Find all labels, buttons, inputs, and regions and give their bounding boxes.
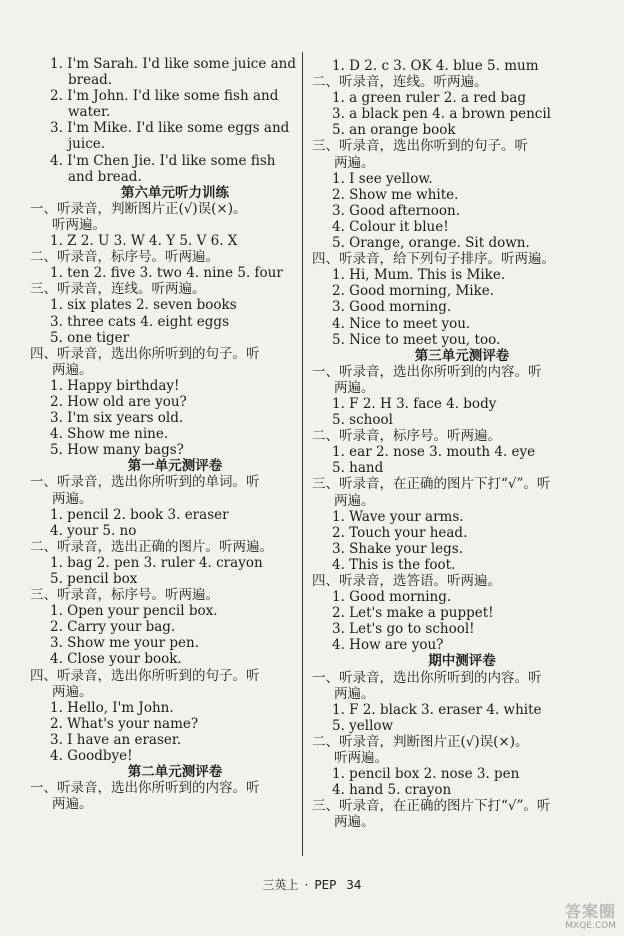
watermark <box>564 902 616 932</box>
answer-line: 5. hand <box>332 460 384 477</box>
footer-book-title: 三英上 <box>262 878 299 892</box>
answer-line: 1. a green ruler 2. a red bag <box>332 90 526 107</box>
question-instruction: 四、听录音，选出你所听到的句子。听 <box>30 667 260 684</box>
answer-line: 1. bag 2. pen 3. ruler 4. crayon <box>50 554 263 571</box>
answer-line: 5. an orange book <box>332 122 456 139</box>
answer-line: 1. six plates 2. seven books <box>50 297 237 314</box>
answer-line: 1. Z 2. U 3. W 4. Y 5. V 6. X <box>50 233 238 250</box>
question-instruction: 二、听录音，标序号。听两遍。 <box>30 249 219 266</box>
question-instruction-continued: 两遍。 <box>334 379 375 396</box>
answer-line: 2. What's your name? <box>50 715 199 732</box>
answer-line: 1. Good morning. <box>332 589 452 606</box>
answer-line: 1. D 2. c 3. OK 4. blue 5. mum <box>332 58 539 74</box>
answer-line: 5. yellow <box>332 717 394 734</box>
answer-line: 1. ten 2. five 3. two 4. nine 5. four <box>50 265 283 282</box>
footer-separator: · <box>304 878 309 892</box>
answer-line: 2. Touch your head. <box>332 524 468 541</box>
answer-line-continued: juice. <box>68 136 106 153</box>
answer-line: 1. F 2. black 3. eraser 4. white <box>332 701 542 718</box>
answer-line: 4. Goodbye! <box>50 748 133 765</box>
right-column <box>312 58 612 831</box>
section-heading: 第六单元听力训练 <box>121 184 229 201</box>
left-column <box>30 56 300 812</box>
question-instruction: 一、听录音，选出你所听到的内容。听 <box>312 363 542 380</box>
watermark-url: MXQE.COM <box>565 921 616 931</box>
answer-line: 1. Hello, I'm John. <box>50 699 174 716</box>
answer-line: 1. pencil box 2. nose 3. pen <box>332 766 520 783</box>
answer-line: 4. your 5. no <box>50 522 137 539</box>
question-instruction-continued: 两遍。 <box>334 492 375 509</box>
watermark-logo: 答案圈 <box>564 902 616 921</box>
section-heading: 第二单元测评卷 <box>127 764 223 781</box>
question-instruction-continued: 两遍。 <box>52 683 93 700</box>
question-instruction: 一、听录音，选出你所听到的内容。听 <box>30 780 260 797</box>
question-instruction: 三、听录音，在正确的图片下打“√”。听 <box>312 798 551 815</box>
answer-line: 5. Orange, orange. Sit down. <box>332 235 530 252</box>
answer-line-continued: water. <box>68 104 111 121</box>
answer-line: 2. Carry your bag. <box>50 619 176 636</box>
answer-line: 4. Nice to meet you. <box>332 315 471 332</box>
answer-line: 2. Let's make a puppet! <box>332 605 494 622</box>
answer-line: 4. Colour it blue! <box>332 218 449 235</box>
question-instruction-continued: 听两遍。 <box>334 750 388 767</box>
question-instruction: 三、听录音，选出你听到的句子。听 <box>312 138 528 155</box>
answer-line: 3. a black pen 4. a brown pencil <box>332 106 551 123</box>
answer-line: 4. Close your book. <box>50 651 182 668</box>
answer-line: 2. Show me white. <box>332 186 459 203</box>
answer-line: 5. Nice to meet you, too. <box>332 331 501 348</box>
question-instruction: 四、听录音，选出你所听到的句子。听 <box>30 345 260 362</box>
answer-line: 5. one tiger <box>50 329 130 346</box>
answer-line: 3. I have an eraser. <box>50 731 182 748</box>
question-instruction: 四、听录音，给下列句子排序。听两遍。 <box>312 251 555 268</box>
answer-line: 4. How are you? <box>332 637 444 654</box>
answer-line: 5. How many bags? <box>50 442 184 459</box>
answer-line: 3. Shake your legs. <box>332 540 463 557</box>
answer-line: 2. Good morning, Mike. <box>332 283 495 300</box>
question-instruction-continued: 两遍。 <box>52 490 93 507</box>
question-instruction: 二、听录音，连线。听两遍。 <box>312 74 488 91</box>
answer-line: 4. This is the foot. <box>332 556 456 573</box>
answer-line: 1. F 2. H 3. face 4. body <box>332 395 497 412</box>
question-instruction: 一、听录音，判断图片正(√)误(×)。 <box>30 200 247 217</box>
answer-line: 3. Good morning. <box>332 299 452 316</box>
answer-line: 1. Open your pencil box. <box>50 603 218 620</box>
answer-line: 3. three cats 4. eight eggs <box>50 313 230 330</box>
question-instruction: 三、听录音，在正确的图片下打“√”。听 <box>312 476 551 493</box>
section-heading: 期中测评卷 <box>428 653 496 670</box>
answer-line: 2. I'm John. I'd like some fish and <box>50 88 279 105</box>
page-number: 34 <box>346 878 362 892</box>
answer-line: 1. Wave your arms. <box>332 508 464 525</box>
question-instruction-continued: 两遍。 <box>334 685 375 702</box>
question-instruction: 三、听录音，标序号。听两遍。 <box>30 587 219 604</box>
question-instruction: 二、听录音，标序号。听两遍。 <box>312 428 501 445</box>
question-instruction: 一、听录音，选出你所听到的单词。听 <box>30 474 260 491</box>
section-heading: 第一单元测评卷 <box>127 458 223 475</box>
answer-line: 5. pencil box <box>50 571 138 587</box>
answer-line: 3. Show me your pen. <box>50 635 199 652</box>
answer-line: 1. Hi, Mum. This is Mike. <box>332 267 506 284</box>
question-instruction-continued: 听两遍。 <box>52 216 106 233</box>
question-instruction-continued: 两遍。 <box>334 154 375 171</box>
answer-line: 1. ear 2. nose 3. mouth 4. eye <box>332 444 536 461</box>
answer-line-continued: and bread. <box>68 168 142 185</box>
column-divider <box>302 52 303 856</box>
question-instruction: 一、听录音，选出你所听到的内容。听 <box>312 669 542 686</box>
answer-line: 3. Good afternoon. <box>332 202 460 219</box>
footer-edition: PEP <box>314 878 337 892</box>
section-heading: 第三单元测评卷 <box>414 347 510 364</box>
answer-line: 3. I'm six years old. <box>50 410 184 427</box>
answer-line: 4. hand 5. crayon <box>332 782 452 799</box>
question-instruction-continued: 两遍。 <box>52 796 93 813</box>
question-instruction: 二、听录音，判断图片正(√)误(×)。 <box>312 733 529 750</box>
answer-line: 5. school <box>332 412 393 429</box>
question-instruction: 三、听录音，连线。听两遍。 <box>30 281 206 298</box>
answer-line: 1. pencil 2. book 3. eraser <box>50 506 229 523</box>
question-instruction: 四、听录音，选答语。听两遍。 <box>312 573 501 589</box>
page-footer <box>0 876 624 893</box>
answer-line: 3. Let's go to school! <box>332 621 475 638</box>
answer-line: 4. I'm Chen Jie. I'd like some fish <box>50 152 276 169</box>
answer-line: 1. Happy birthday! <box>50 377 180 394</box>
answer-line: 1. I see yellow. <box>332 170 433 187</box>
question-instruction-continued: 两遍。 <box>334 814 375 831</box>
answer-line: 1. I'm Sarah. I'd like some juice and <box>50 56 297 72</box>
answer-line-continued: bread. <box>68 72 113 89</box>
question-instruction-continued: 两遍。 <box>52 361 93 378</box>
answer-line: 4. Show me nine. <box>50 426 169 443</box>
answer-line: 3. I'm Mike. I'd like some eggs and <box>50 120 290 137</box>
question-instruction: 二、听录音，选出正确的图片。听两遍。 <box>30 538 273 555</box>
answer-line: 2. How old are you? <box>50 393 187 410</box>
